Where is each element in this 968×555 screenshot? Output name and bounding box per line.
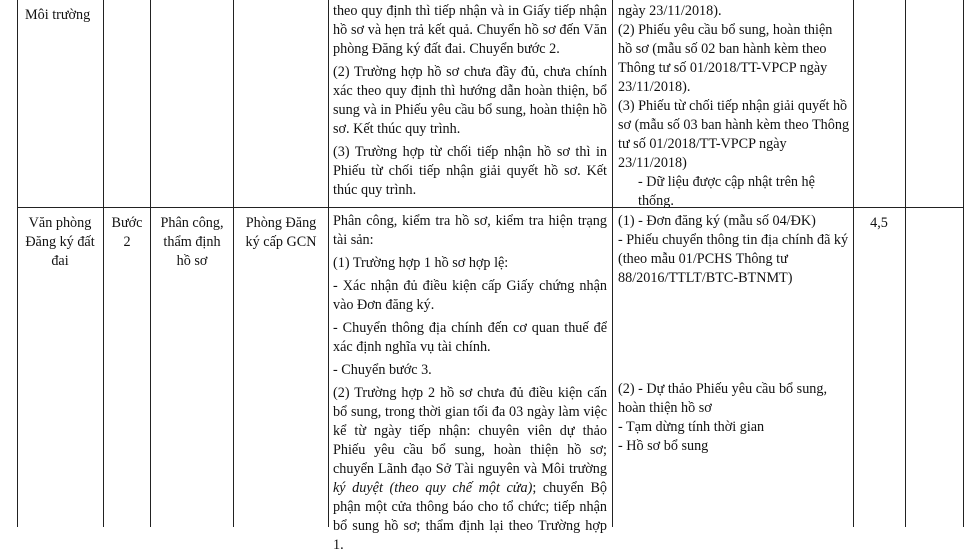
row1-process-p2: (2) Trường hợp hồ sơ chưa đầy đủ, chưa chính xác theo quy định thì hướng dẫn hoàn thiện, bổ sung và in Phiếu yêu cầu bổ sung, hoàn thiện hồ sơ. Kết thúc quy trình. xyxy=(333,64,607,137)
row1-process-cell xyxy=(333,2,607,207)
row2-process-p6-space xyxy=(383,480,390,496)
row2-process-p2: (1) Trường hợp 1 hồ sơ hợp lệ: xyxy=(333,255,509,271)
row2-result-p2: - Phiếu chuyển thông tin địa chính đã ký (theo mẫu 01/PCHS Thông tư 88/2016/TTLT/BTC-BTNMT) xyxy=(618,232,849,286)
row2-task: Phân công, thẩm định hồ sơ xyxy=(160,215,224,269)
row2-task-cell xyxy=(156,214,228,271)
row2-results-cell xyxy=(618,212,850,527)
row2-result-p1: (1) - Đơn đăng ký (mẫu số 04/ĐK) xyxy=(618,213,816,229)
row1-unit-cell xyxy=(25,6,103,25)
row2-unit-cell xyxy=(19,214,101,271)
column-divider xyxy=(233,0,234,527)
column-divider xyxy=(328,0,329,527)
row2-process-p6 xyxy=(333,384,607,555)
row1-result-p2: (2) Phiếu yêu cầu bổ sung, hoàn thiện hồ sơ (mẫu số 02 ban hành kèm theo Thông tư số 01/2018/TT-VPCP ngày 23/11/2018). xyxy=(618,22,833,95)
row2-step: Bước 2 xyxy=(111,215,143,250)
row2-process-p4: - Chuyển thông địa chính đến cơ quan thuế để xác định nghĩa vụ tài chính. xyxy=(333,320,607,355)
row2-process-p1: Phân công, kiểm tra hồ sơ, kiểm tra hiện trạng tài sản: xyxy=(333,213,607,248)
row1-result-p4: - Dữ liệu được cập nhật trên hệ thống. xyxy=(638,174,815,209)
row2-time: 4,5 xyxy=(870,215,888,231)
row2-step-cell xyxy=(110,214,144,252)
table-border-right xyxy=(963,0,964,527)
row1-results-cell xyxy=(618,2,850,207)
row2-result-p5: - Hồ sơ bổ sung xyxy=(618,438,709,454)
column-divider xyxy=(103,0,104,527)
row2-process-p6-text: (2) Trường hợp 2 hồ sơ chưa đủ điều kiện cấn bổ sung, trong thời gian tối đa 03 ngày làm việc kể từ ngày tiếp nhận: chuyên viên dự thảo Phiếu yêu cầu bổ sung, hoàn thiện hồ sơ; chuyển Lãnh đạo Sở Tài nguyên và Môi trường xyxy=(333,385,607,477)
row2-result-p4: - Tạm dừng tính thời gian xyxy=(618,419,765,435)
row2-process-p3: - Xác nhận đủ điều kiện cấp Giấy chứng nhận vào Đơn đăng ký. xyxy=(333,278,607,313)
column-divider xyxy=(150,0,151,527)
row2-department: Phòng Đăng ký cấp GCN xyxy=(245,215,317,250)
row2-process-p6-rest: ; chuyển Bộ phận một cửa thông báo cho tổ chức; tiếp nhận bổ sung hồ sơ; thẩm định lại theo Trường hợp 1. xyxy=(333,480,607,553)
row2-process-cell xyxy=(333,212,607,553)
row2-department-cell xyxy=(237,214,325,252)
row1-process-p1: theo quy định thì tiếp nhận và in Giấy tiếp nhận hồ sơ và hẹn trả kết quả. Chuyển hồ sơ đến Văn phòng Đăng ký đất đai. Chuyển bước 2. xyxy=(333,3,607,57)
column-divider xyxy=(853,0,854,527)
row1-result-p1: ngày 23/11/2018). xyxy=(618,3,722,19)
row2-result-p3: (2) - Dự thảo Phiếu yêu cầu bổ sung, hoàn thiện hồ sơ xyxy=(618,381,828,416)
row2-unit: Văn phòng Đăng ký đất đai xyxy=(25,215,95,269)
row1-result-p3: (3) Phiếu từ chối tiếp nhận giải quyết hồ sơ (mẫu số 03 ban hành kèm theo Thông tư số 01/2018/TT-VPCP ngày 23/11/2018) xyxy=(618,98,850,171)
row1-process-p3: (3) Trường hợp từ chối tiếp nhận hồ sơ thì in Phiếu từ chối tiếp nhận giải quyết hồ sơ. Kết thúc quy trình. xyxy=(333,144,607,198)
row2-process-p6-italic: ký duyệt xyxy=(333,480,383,496)
row2-time-cell xyxy=(855,214,903,233)
table-border-left xyxy=(17,0,18,527)
row1-unit: Môi trường xyxy=(25,7,91,23)
column-divider xyxy=(612,0,613,527)
column-divider xyxy=(905,0,906,527)
row2-process-p6-italic-note: (theo quy chế một cửa) xyxy=(389,480,533,496)
row2-process-p5: - Chuyển bước 3. xyxy=(333,362,432,378)
